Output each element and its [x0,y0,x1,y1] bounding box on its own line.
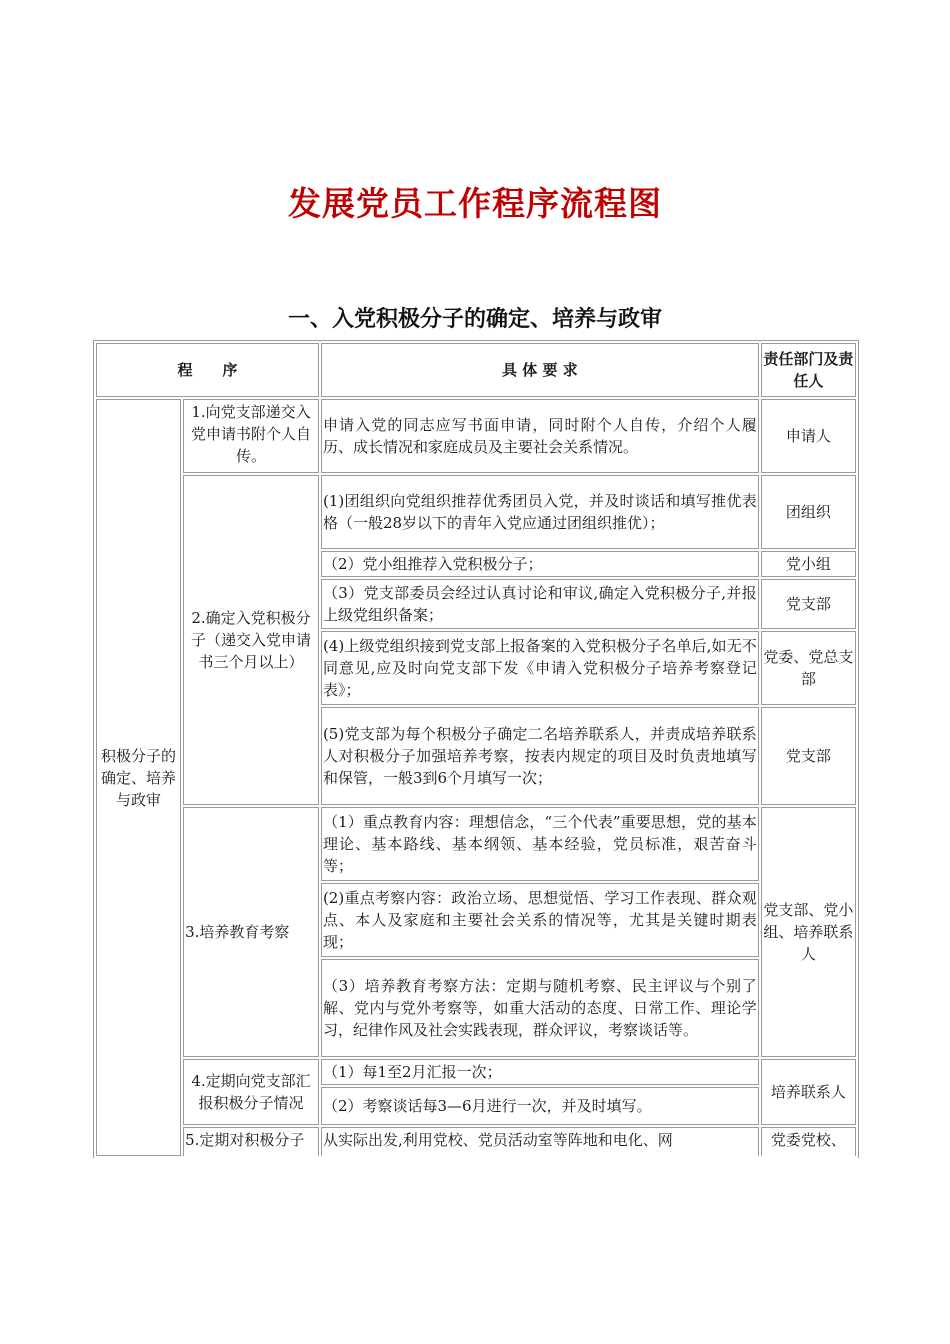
step-2-item-3-responsible: 党支部 [761,579,856,629]
step-2-item-4-responsible: 党委、党总支部 [761,631,856,705]
table-row [96,807,856,881]
step-1-responsible: 申请人 [761,399,856,473]
step-2-item-3: （3）党支部委员会经过认真讨论和审议,确定入党积极分子,并报上级党组织备案； [321,579,759,629]
procedure-table [93,340,859,1158]
step-2-label: 2.确定入党积极分子（递交入党申请书三个月以上） [183,475,319,805]
step-3-item-3: （3）培养教育考察方法：定期与随机考察、民主评议与个别了解、党内与党外考察等，如重大活动的态度、日常工作、理论学习，纪律作风及社会实践表现，群众评议，考察谈话等。 [321,959,759,1057]
step-3-responsible: 党支部、党小组、培养联系人 [761,807,856,1057]
table-row [96,475,856,549]
header-responsible: 责任部门及责任人 [761,343,856,397]
step-3-item-1: （1）重点教育内容：理想信念，“三个代表”重要思想，党的基本理论、基本路线、基本纲领、基本经验，党员标准，艰苦奋斗等； [321,807,759,881]
step-2-item-5-responsible: 党支部 [761,707,856,805]
step-2-item-5: (5)党支部为每个积极分子确定二名培养联系人，并责成培养联系人对积极分子加强培养考察，按表内规定的项目及时负责地填写和保管，一般3到6个月填写一次； [321,707,759,805]
table-row [96,1127,856,1156]
step-5-responsible: 党委党校、 [761,1127,856,1156]
stage-label: 积极分子的确定、培养与政审 [96,399,181,1156]
step-4-item-2: （2）考察谈话每3—6月进行一次，并及时填写。 [321,1087,759,1125]
page-title: 发展党员工作程序流程图 [288,184,662,223]
step-2-item-1: (1)团组织向党组织推荐优秀团员入党，并及时谈话和填写推优表格（一般28岁以下的青年入党应通过团组织推优）； [321,475,759,549]
step-5-label: 5.定期对积极分子 [183,1127,319,1156]
step-4-item-1: （1）每1至2月汇报一次； [321,1059,759,1085]
step-2-item-4: (4)上级党组织接到党支部上报备案的入党积极分子名单后,如无不同意见,应及时向党支部下发《申请入党积极分子培养考察登记表》； [321,631,759,705]
step-1-label: 1.向党支部递交入党申请书附个人自传。 [183,399,319,473]
step-2-item-2: （2）党小组推荐入党积极分子； [321,551,759,577]
step-5-item-1: 从实际出发,利用党校、党员活动室等阵地和电化、网 [321,1127,759,1156]
table-row [96,1059,856,1085]
step-2-item-1-responsible: 团组织 [761,475,856,549]
step-4-label: 4.定期向党支部汇报积极分子情况 [183,1059,319,1125]
table-header-row [96,343,856,397]
step-2-item-2-responsible: 党小组 [761,551,856,577]
step-4-responsible: 培养联系人 [761,1059,856,1125]
step-3-item-2: (2)重点考察内容：政治立场、思想觉悟、学习工作表现、群众观点、本人及家庭和主要社会关系的情况等，尤其是关键时期表现； [321,883,759,957]
header-requirements: 具 体 要 求 [321,343,759,397]
step-1-requirement: 申请入党的同志应写书面申请，同时附个人自传，介绍个人履历、成长情况和家庭成员及主要社会关系情况。 [321,399,759,473]
section-title: 一、入党积极分子的确定、培养与政审 [287,307,662,332]
header-procedure: 程 序 [96,343,319,397]
step-3-label: 3.培养教育考察 [183,807,319,1057]
table-row [96,399,856,473]
